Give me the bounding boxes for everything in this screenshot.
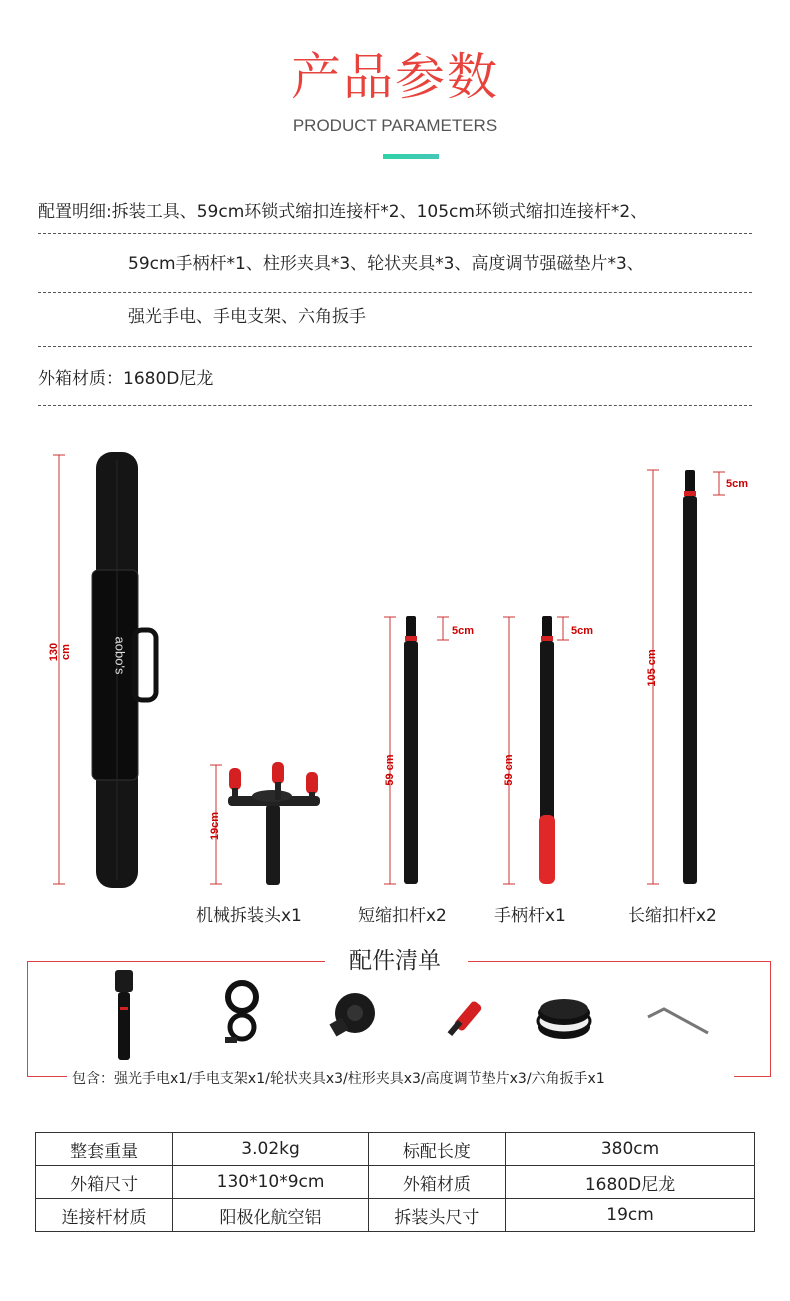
table-cell: 130*10*9cm — [173, 1166, 368, 1199]
config-line-4: 外箱材质：1680D尼龙 — [38, 369, 214, 389]
wheel-clamp-icon — [329, 993, 375, 1037]
short-pole-dimension-label: 59 cm — [384, 754, 396, 786]
config-line-3: 强光手电、手电支架、六角扳手 — [128, 307, 366, 327]
table-cell: 标配长度 — [368, 1133, 505, 1166]
title-accent-bar — [383, 154, 439, 159]
caption-short-pole: 短缩扣杆x2 — [358, 906, 447, 926]
table-cell: 380cm — [506, 1133, 755, 1166]
table-row — [36, 1133, 755, 1166]
table-cell: 外箱尺寸 — [36, 1166, 173, 1199]
page-title: 产品参数 — [291, 48, 499, 106]
config-line-1: 配置明细:拆装工具、59cm环锁式缩扣连接杆*2、105cm环锁式缩扣连接杆*2、 — [38, 202, 648, 222]
bag-dimension-label: 130 cm — [48, 642, 72, 662]
table-cell: 19cm — [506, 1199, 755, 1232]
short-pole-top-label: 5cm — [452, 625, 475, 637]
frame-border — [468, 961, 771, 962]
flashlight-icon — [115, 970, 133, 1060]
table-cell: 连接杆材质 — [36, 1199, 173, 1232]
handle-pole-dimension-label: 59 cm — [503, 754, 515, 786]
head-dimension-label: 19cm — [209, 811, 221, 841]
table-cell: 1680D尼龙 — [506, 1166, 755, 1199]
table-cell: 外箱材质 — [368, 1166, 505, 1199]
long-pole-image — [683, 470, 697, 884]
accessories-images — [0, 965, 790, 1065]
divider — [38, 292, 752, 293]
caption-mechanical-head: 机械拆装头x1 — [196, 906, 302, 926]
table-row — [36, 1199, 755, 1232]
table-cell: 整套重量 — [36, 1133, 173, 1166]
config-line-2: 59cm手柄杆*1、柱形夹具*3、轮状夹具*3、高度调节强磁垫片*3、 — [128, 254, 644, 274]
divider — [38, 233, 752, 234]
frame-border — [734, 1076, 771, 1077]
long-pole-dimension-label: 105 cm — [646, 649, 658, 687]
divider — [38, 346, 752, 347]
column-clamp-icon — [448, 1000, 483, 1036]
page-subtitle: PRODUCT PARAMETERS — [292, 116, 498, 135]
caption-handle-pole: 手柄杆x1 — [494, 906, 566, 926]
long-pole-top-label: 5cm — [726, 478, 749, 490]
short-pole-image — [404, 616, 418, 884]
accessories-contains-text: 包含：强光手电x1/手电支架x1/轮状夹具x3/柱形夹具x3/高度调节垫片x3/六角扳手x1 — [72, 1071, 605, 1087]
frame-border — [27, 961, 325, 962]
divider — [38, 405, 752, 406]
caption-long-pole: 长缩扣杆x2 — [628, 906, 717, 926]
handle-pole-top-label: 5cm — [571, 625, 594, 637]
bag-brand-logo: aobo's — [112, 636, 128, 675]
table-cell: 拆装头尺寸 — [368, 1199, 505, 1232]
table-cell: 阳极化航空铝 — [173, 1199, 368, 1232]
magnetic-pads-icon — [538, 999, 590, 1039]
handle-pole-image — [539, 616, 555, 884]
accessories-title: 配件清单 — [349, 948, 441, 974]
mechanical-head-image — [228, 762, 320, 885]
frame-border — [27, 1076, 67, 1077]
spec-table — [35, 1132, 755, 1232]
handle-pole-dimension-line — [503, 617, 569, 884]
table-row — [36, 1166, 755, 1199]
table-cell: 3.02kg — [173, 1133, 368, 1166]
flashlight-mount-icon — [225, 983, 256, 1043]
hex-wrench-icon — [648, 1009, 708, 1033]
